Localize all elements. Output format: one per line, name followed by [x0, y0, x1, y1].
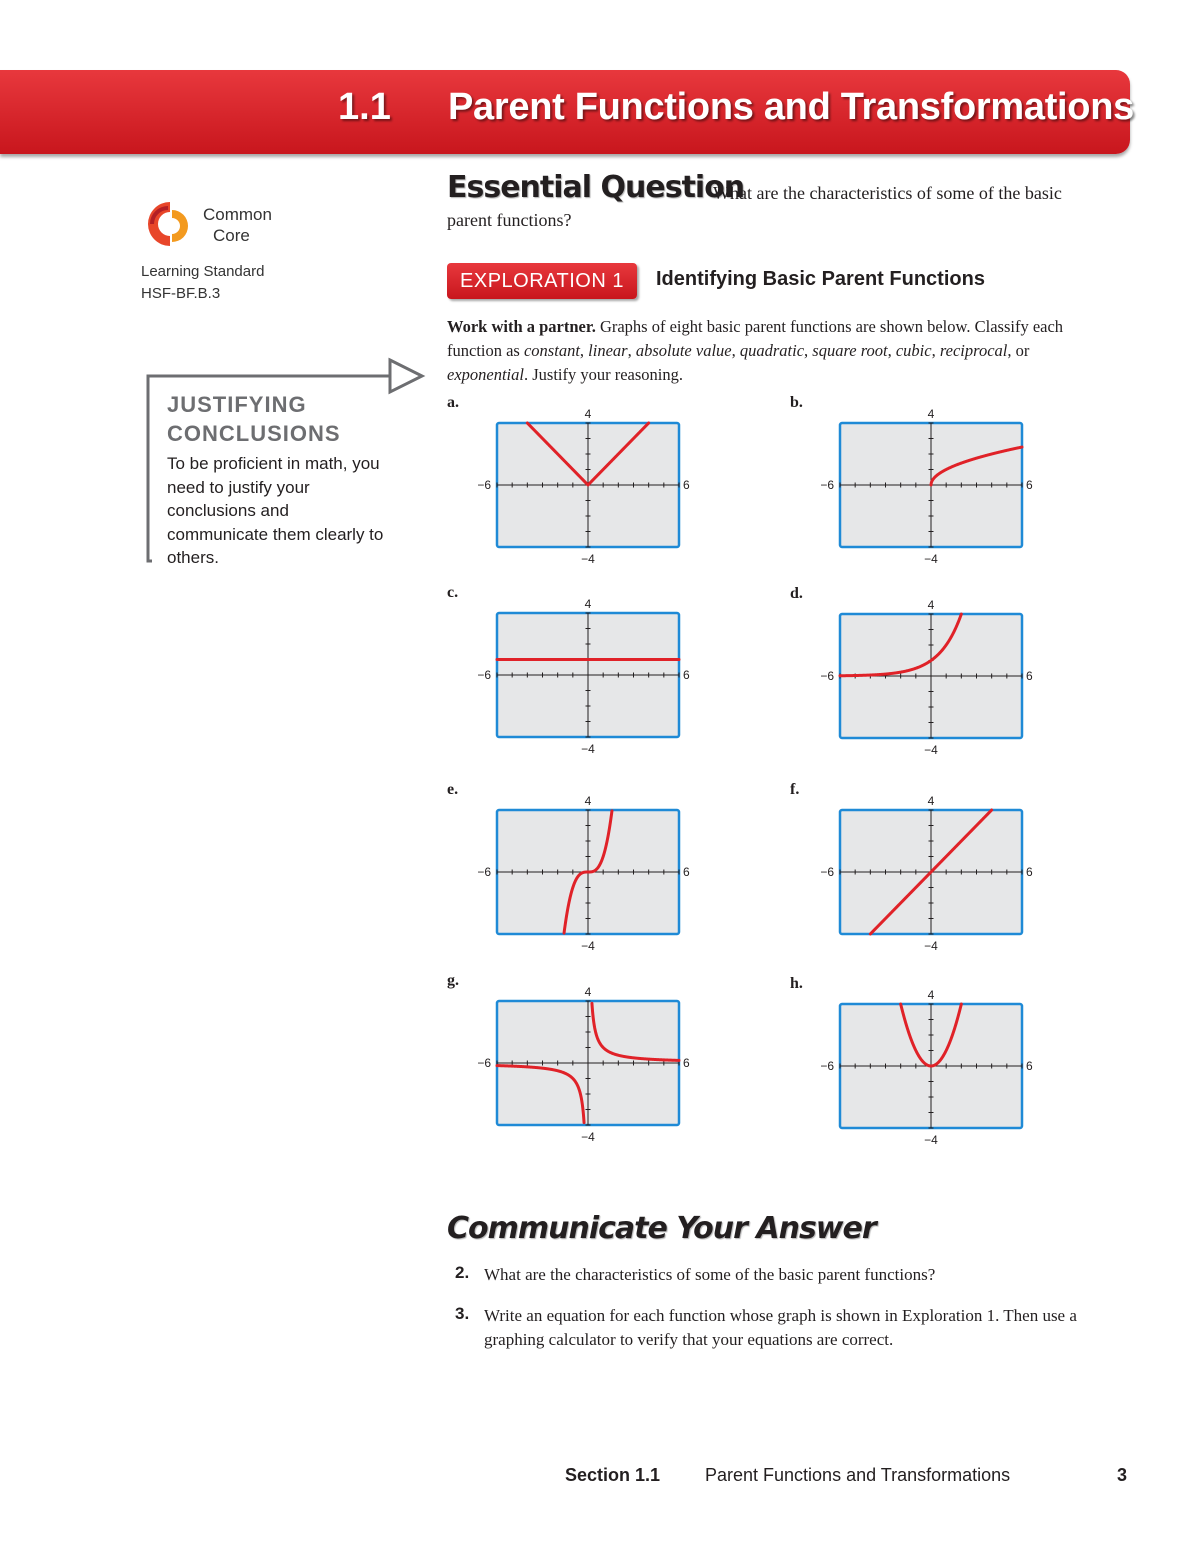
learning-standard-code: HSF-BF.B.3 [141, 285, 221, 302]
common-core-logo-icon [140, 196, 200, 252]
y-max-label: 4 [927, 988, 935, 1002]
x-min-label: −6 [477, 865, 491, 879]
graph-b [790, 394, 1052, 599]
learning-standard [141, 261, 264, 305]
x-max-label: 6 [1026, 669, 1033, 683]
essential-question-text: What are the characteristics of some of the basic parent functions? [447, 183, 1062, 230]
x-min-label: −6 [820, 478, 834, 492]
question-2 [455, 1263, 469, 1283]
y-min-label: −4 [581, 742, 595, 756]
graph-label: f. [790, 781, 800, 798]
graph-g [447, 972, 709, 1177]
y-max-label: 4 [927, 407, 935, 421]
y-min-label: −4 [924, 939, 938, 953]
x-min-label: −6 [477, 668, 491, 682]
y-max-label: 4 [927, 794, 935, 808]
graph-a [447, 394, 709, 599]
y-max-label: 4 [584, 985, 592, 999]
x-max-label: 6 [683, 865, 690, 879]
graph-e [447, 781, 709, 986]
y-min-label: −4 [924, 743, 938, 757]
footer-title: Parent Functions and Transformations [705, 1465, 1011, 1485]
learning-standard-label: Learning Standard [141, 263, 265, 280]
y-max-label: 4 [584, 794, 592, 808]
x-max-label: 6 [1026, 1059, 1033, 1073]
x-min-label: −6 [820, 669, 834, 683]
y-max-label: 4 [927, 598, 935, 612]
y-min-label: −4 [924, 552, 938, 566]
y-max-label: 4 [584, 597, 592, 611]
graph-label: h. [790, 975, 803, 992]
x-min-label: −6 [477, 1056, 491, 1070]
question-3-text: Write an equation for each function whose graph is shown in Exploration 1. Then use a graphing calculator to verify that your equations are correct. [484, 1306, 1077, 1349]
exploration-title: Identifying Basic Parent Functions [656, 268, 985, 290]
graph-label: g. [447, 972, 459, 989]
footer-section: Section 1.1 [565, 1465, 661, 1485]
exploration-instructions: Work with a partner. Graphs of eight basic parent functions are shown below. Classify each function as constant, linear, absolute value, quadratic, square root, cubic, reciprocal, or exponential. Justify your reasoning. [447, 317, 1064, 384]
page-number: 3 [1117, 1465, 1128, 1485]
y-min-label: −4 [581, 1130, 595, 1144]
graph-label: d. [790, 585, 803, 602]
y-min-label: −4 [924, 1133, 938, 1147]
exploration-badge: EXPLORATION 1 [447, 263, 637, 299]
graph-c [447, 584, 709, 789]
justifying-conclusions-title: JUSTIFYING CONCLUSIONS [167, 392, 341, 446]
graph-label: c. [447, 584, 459, 601]
y-min-label: −4 [581, 552, 595, 566]
question-3-number: 3. [455, 1304, 470, 1323]
graph-label: e. [447, 781, 459, 798]
x-max-label: 6 [683, 478, 690, 492]
x-max-label: 6 [1026, 865, 1033, 879]
x-min-label: −6 [477, 478, 491, 492]
graph-h [790, 975, 1052, 1180]
essential-question-heading: Essential Question [447, 170, 745, 205]
section-title: Parent Functions and Transformations [448, 86, 1134, 128]
justifying-conclusions-body: To be proficient in math, you need to justify your conclusions and communicate them clearly to others. [167, 454, 384, 567]
x-max-label: 6 [683, 668, 690, 682]
y-max-label: 4 [584, 407, 592, 421]
graph-f [790, 781, 1052, 986]
graph-d [790, 585, 1052, 790]
graph-label: b. [790, 394, 803, 411]
x-max-label: 6 [683, 1056, 690, 1070]
x-min-label: −6 [820, 865, 834, 879]
question-2-number: 2. [455, 1263, 470, 1282]
question-3 [455, 1304, 469, 1324]
graph-label: a. [447, 394, 459, 411]
y-min-label: −4 [581, 939, 595, 953]
common-core-label: Common Core [203, 205, 272, 245]
question-2-text: What are the characteristics of some of the basic parent functions? [484, 1265, 936, 1284]
x-max-label: 6 [1026, 478, 1033, 492]
communicate-heading: Communicate Your Answer [447, 1211, 876, 1246]
x-min-label: −6 [820, 1059, 834, 1073]
section-number: 1.1 [338, 86, 391, 128]
